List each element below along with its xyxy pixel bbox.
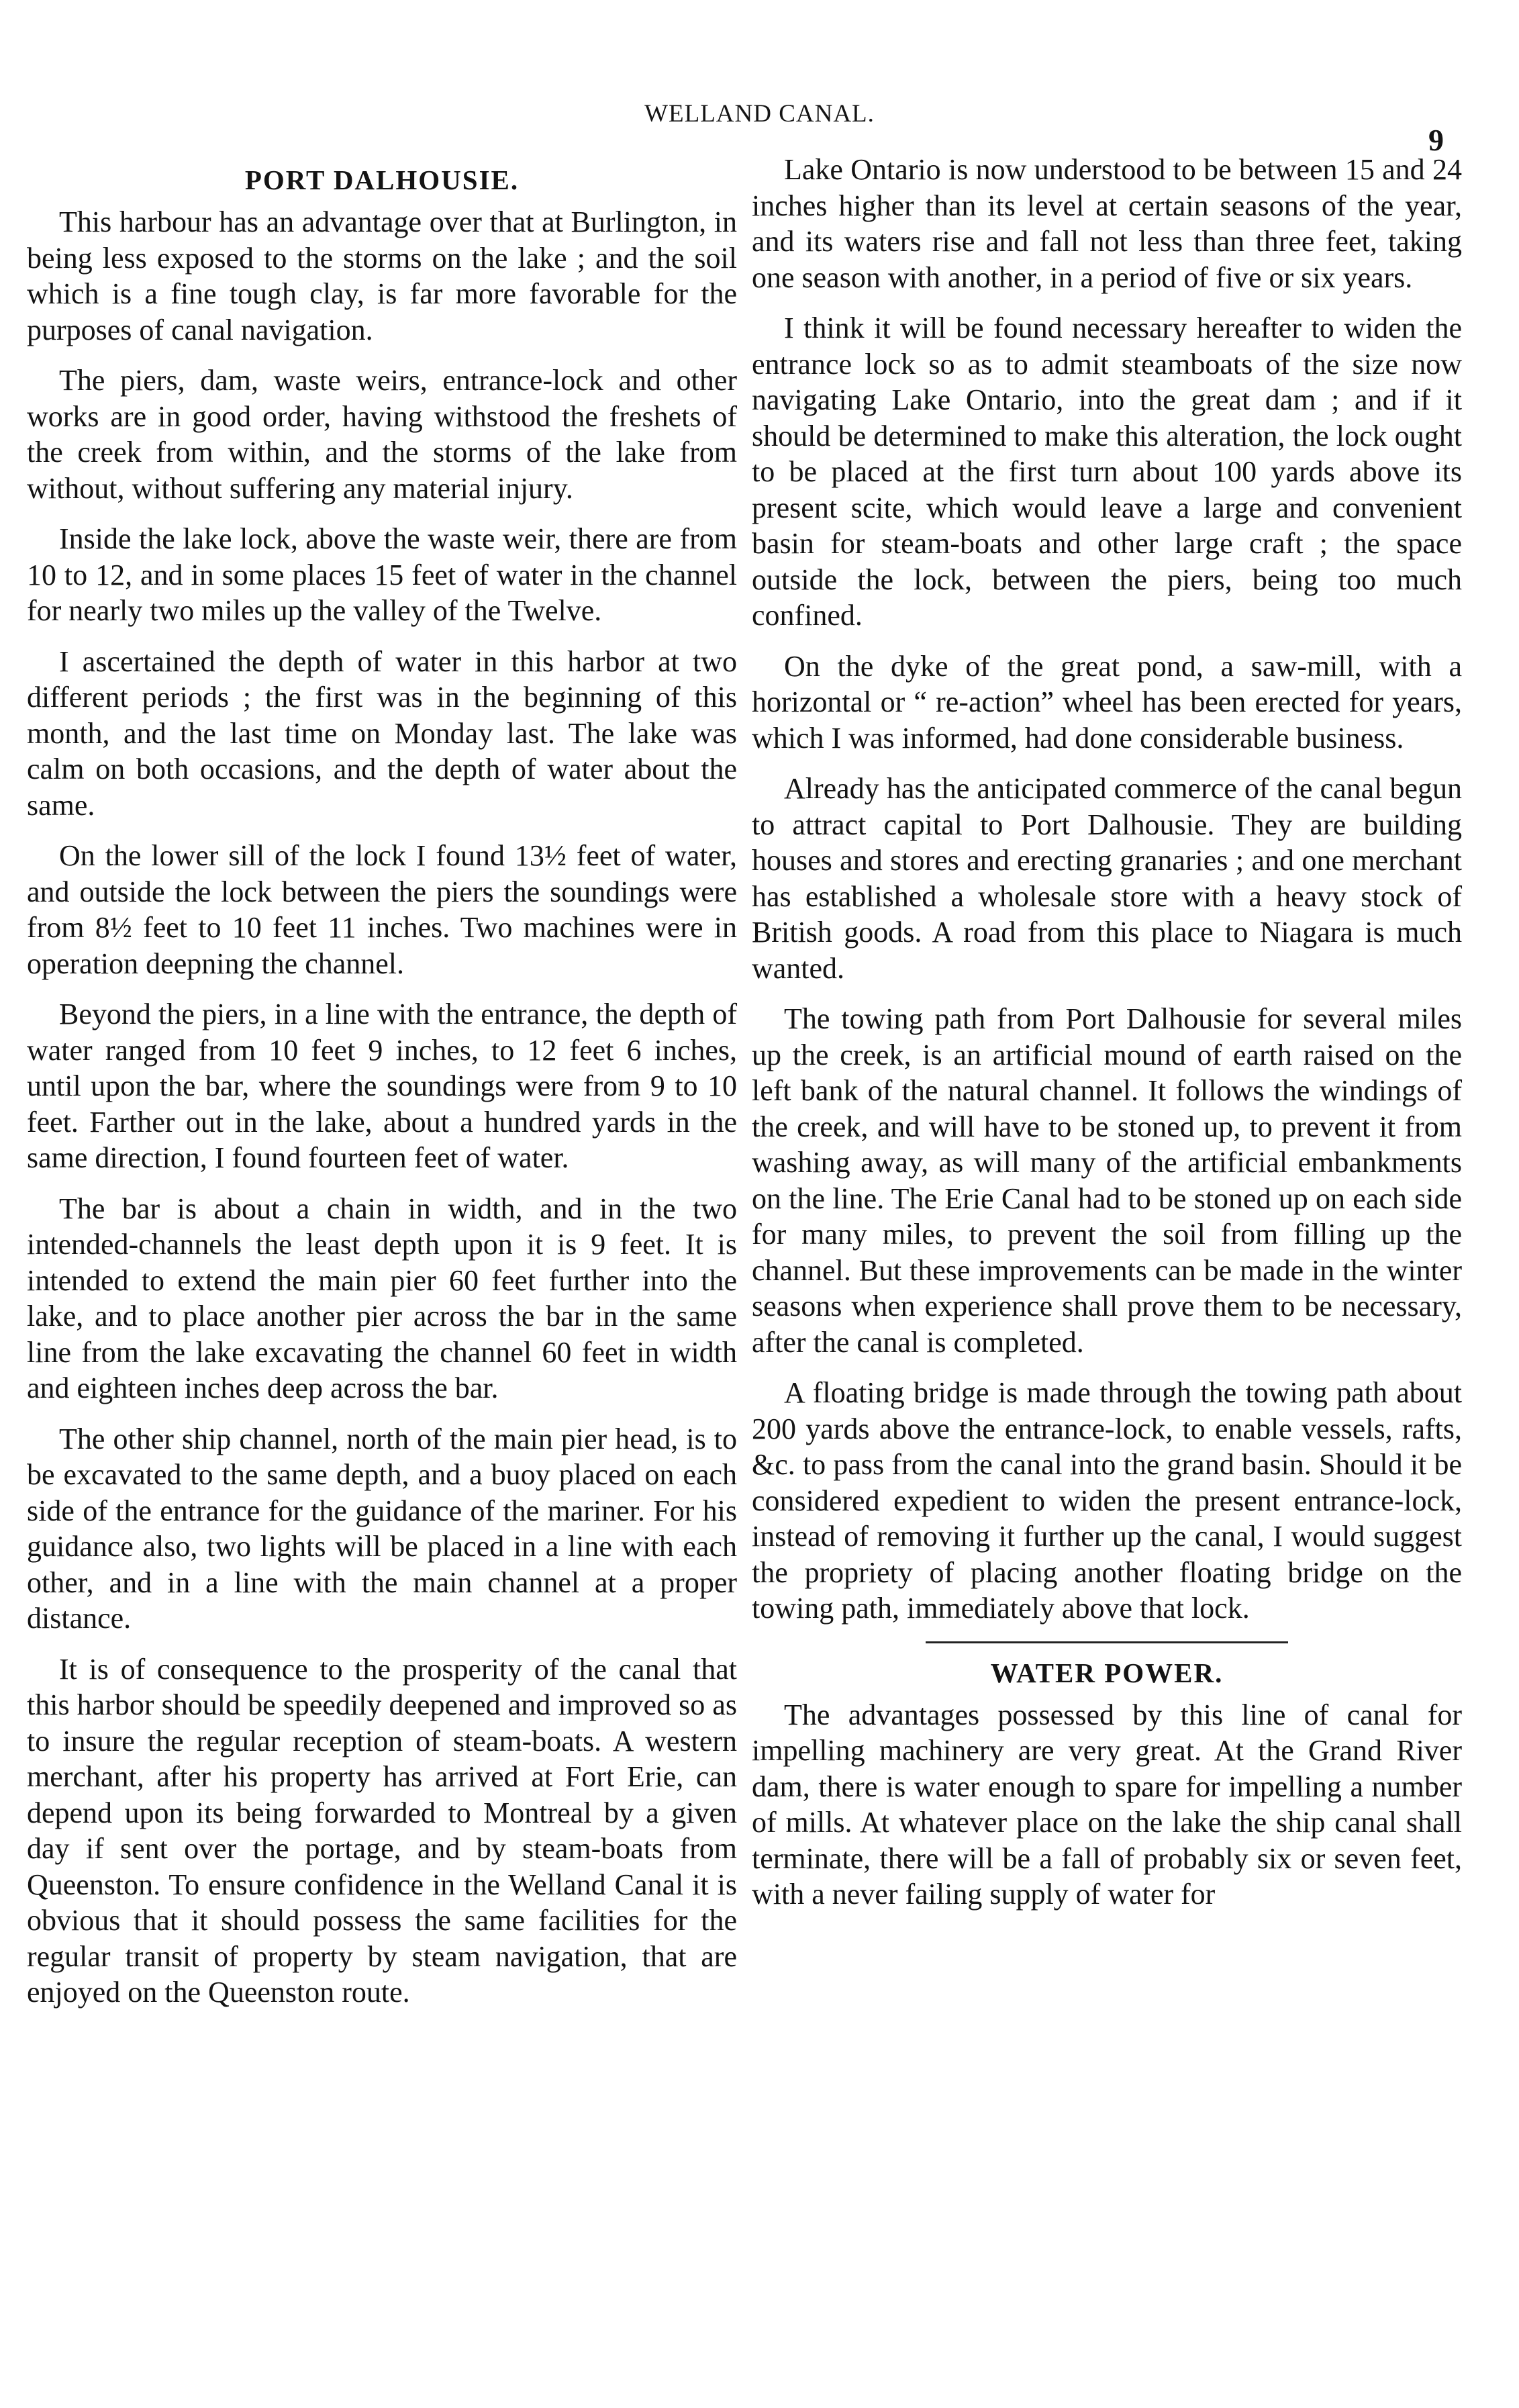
paragraph: It is of consequence to the prosperity of the canal that this harbor should be speedily deepened and improved so as to insure the regular reception of steam-boats. A western merchant, after his property has arrived at Fort Erie, can depend upon its being forwarded to Montreal by a given day if sent over the portage, and by steam-boats from Queenston. To ensure confidence in the Welland Canal it is obvious that it should possess the same facilities for the regular transit of property by steam navigation, that are enjoyed on the Queenston route. [27, 1652, 737, 2009]
paragraph: Inside the lake lock, above the waste weir, there are from 10 to 12, and in some places 15 feet of water in the channel for nearly two miles up the valley of the Twelve. [27, 522, 737, 627]
paragraph: Lake Ontario is now understood to be between 15 and 24 inches higher than its level at certain seasons of the year, and its waters rise and fall not less than three feet, taking one season with another, in a period of five or six years. [752, 153, 1462, 294]
paragraph: Beyond the piers, in a line with the entrance, the depth of water ranged from 10 feet 9 inches, to 12 feet 6 inches, until upon the bar, where the soundings were from 9 to 10 feet. Farther out in the lake, about a hundred yards in the same direction, I found fourteen feet of water. [27, 998, 737, 1174]
section-divider [926, 1641, 1288, 1643]
section-heading-water-power: WATER POWER. [990, 1657, 1224, 1688]
paragraph: Already has the anticipated commerce of the canal begun to attract capital to Port Dalhousie. They are building houses and stores and erecting granaries ; and one merchant has established a wholesale store with a heavy stock of British goods. A road from this place to Niagara is much wanted. [752, 772, 1462, 985]
page-number: 9 [1428, 123, 1444, 157]
paragraph: The towing path from Port Dalhousie for several miles up the creek, is an artificial mound of earth raised on the left bank of the natural channel. It follows the windings of the creek, and will have to be stoned up, to prevent it from washing away, as will many of the artificial embankments on the line. The Erie Canal had to be stoned up on each side for many miles, to prevent the soil from filling up the channel. But these improvements can be made in the winter seasons when experience shall prove them to be necessary, after the canal is completed. [752, 1002, 1462, 1359]
left-column [27, 152, 737, 2025]
paragraph: The piers, dam, waste weirs, entrance-lock and other works are in good order, having withstood the freshets of the creek from within, and the storms of the lake from without, without suffering any material injury. [27, 364, 737, 505]
paragraph: The other ship channel, north of the main pier head, is to be excavated to the same depth, and a buoy placed on each side of the entrance for the guidance of the mariner. For his guidance also, two lights will be placed in a line with each other, and in a line with the main channel at a proper distance. [27, 1422, 737, 1635]
paragraph: I ascertained the depth of water in this harbor at two different periods ; the first was in the beginning of this month, and the last time on Monday last. The lake was calm on both occasions, and the depth of water about the same. [27, 644, 737, 822]
running-head: WELLAND CANAL. [644, 100, 875, 128]
paragraph: On the dyke of the great pond, a saw-mill, with a horizontal or “ re-action” wheel has been erected for years, which I was informed, had done considerable business. [752, 649, 1462, 755]
paragraph: On the lower sill of the lock I found 13½ feet of water, and outside the lock between the piers the soundings were from 8½ feet to 10 feet 11 inches. Two machines were in operation deepning the channel. [27, 839, 737, 980]
paragraph: I think it will be found necessary hereafter to widen the entrance lock so as to admit steamboats of the size now navigating Lake Ontario, into the great dam ; and if it should be determined to make this alteration, the lock ought to be placed at the first turn about 100 yards above its present scite, which would leave a large and convenient basin for steam-boats and other large craft ; the space outside the lock, between the piers, being too much confined. [752, 311, 1462, 632]
paragraph: The bar is about a chain in width, and in the two intended-channels the least depth upon it is 9 feet. It is intended to extend the main pier 60 feet further into the lake, and to place another pier across the bar in the same line from the lake excavating the channel 60 feet in width and eighteen inches deep across the bar. [27, 1192, 737, 1404]
right-column [752, 152, 1462, 1927]
section-heading-port-dalhousie: PORT DALHOUSIE. [244, 164, 520, 195]
paragraph: The advantages possessed by this line of canal for impelling machinery are very great. At the Grand River dam, there is water enough to spare for impelling a number of mills. At whatever place on the lake the ship canal shall terminate, there will be a fall of probably six or seven feet, with a never failing supply of water for [752, 1698, 1462, 1911]
paragraph: A floating bridge is made through the towing path about 200 yards above the entrance-lock, to enable vessels, rafts, &c. to pass from the canal into the grand basin. Should it be considered expedient to widen the present entrance-lock, instead of removing it further up the canal, I would suggest the propriety of placing another floating bridge on the towing path, immediately above that lock. [752, 1376, 1462, 1625]
paragraph: This harbour has an advantage over that at Burlington, in being less exposed to the storms on the lake ; and the soil which is a fine tough clay, is far more favorable for the purposes of canal navigation. [27, 205, 737, 346]
